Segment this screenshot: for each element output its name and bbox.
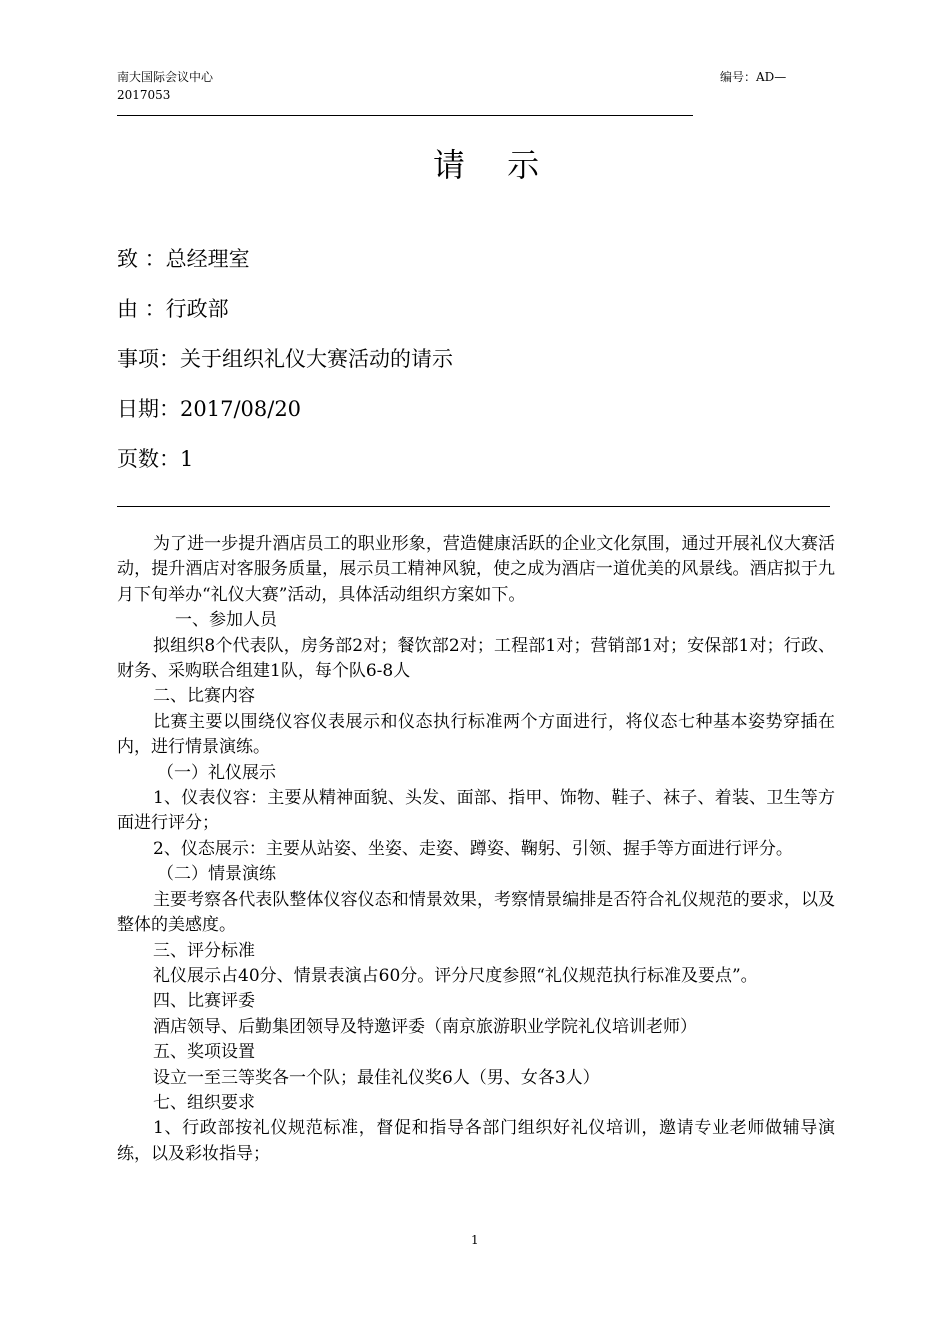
section-1-title: 一、参加人员	[175, 610, 277, 631]
meta-date-label: 日期：	[117, 397, 180, 421]
section-4-text: 酒店领导、后勤集团领导及特邀评委（南京旅游职业学院礼仪培训老师）	[153, 1016, 697, 1037]
page-number: 1	[471, 1233, 479, 1247]
section-2-text2: 主要考察各代表队整体仪容仪态和情景效果，考察情景编排是否符合礼仪规范的要求，以及整体的美感度。	[117, 889, 835, 936]
section-4-title: 四、比赛评委	[153, 991, 255, 1012]
section-2-item2: 2、仪态展示：主要从站姿、坐姿、走姿、蹲姿、鞠躬、引领、握手等方面进行评分。	[153, 838, 793, 859]
meta-from: 由 ：行政部	[117, 297, 229, 321]
meta-pages-value: 1	[180, 447, 194, 471]
header-number: 编号：AD—	[720, 70, 787, 84]
header-serial: 2017053	[117, 88, 171, 102]
section-5-text: 设立一至三等奖各一个队；最佳礼仪奖6人（男、女各3人）	[153, 1067, 600, 1088]
section-2-item1: 1、仪表仪容：主要从精神面貌、头发、面部、指甲、饰物、鞋子、袜子、着装、卫生等方面进行评分；	[117, 788, 835, 834]
section-2-text: 比赛主要以围绕仪容仪表展示和仪态执行标准两个方面进行，将仪态七种基本姿势穿插在内，进行情景演练。	[117, 711, 835, 758]
header-org: 南大国际会议中心	[117, 70, 214, 84]
meta-to: 致 ：总经理室	[117, 247, 250, 271]
section-3-title: 三、评分标准	[153, 940, 255, 961]
section-7-item1: 1、行政部按礼仪规范标准，督促和指导各部门组织好礼仪培训，邀请专业老师做辅导演练，以及彩妆指导；	[117, 1118, 835, 1164]
section-7-title: 七、组织要求	[153, 1092, 255, 1113]
document-title: 请 示	[433, 146, 556, 184]
meta-date	[117, 395, 301, 423]
intro-paragraph: 为了进一步提升酒店员工的职业形象，营造健康活跃的企业文化氛围，通过开展礼仪大赛活动，提升酒店对客服务质量，展示员工精神风貌，使之成为酒店一道优美的风景线。酒店拟于九月下旬举办“礼仪大赛”活动，具体活动组织方案如下。	[117, 534, 835, 605]
document-body	[117, 532, 835, 1167]
meta-date-value: 2017/08/20	[180, 397, 302, 421]
section-2-title: 二、比赛内容	[153, 686, 255, 707]
meta-subject: 事项：关于组织礼仪大赛活动的请示	[117, 347, 453, 371]
section-5-title: 五、奖项设置	[153, 1042, 255, 1063]
section-2-sub1: （一）礼仪展示	[157, 762, 276, 783]
meta-divider	[117, 506, 830, 507]
section-3-text: 礼仪展示占40分、情景表演占60分。评分尺度参照“礼仪规范执行标准及要点”。	[153, 965, 758, 986]
section-1-text: 拟组织8个代表队，房务部2对；餐饮部2对；工程部1对；营销部1对；安保部1对；行政、财务、采购联合组建1队，每个队6-8人	[117, 635, 835, 682]
section-2-sub2: （二）情景演练	[157, 864, 276, 885]
meta-pages-label: 页数：	[117, 447, 180, 471]
header-divider	[117, 115, 693, 116]
meta-pages	[117, 445, 193, 473]
